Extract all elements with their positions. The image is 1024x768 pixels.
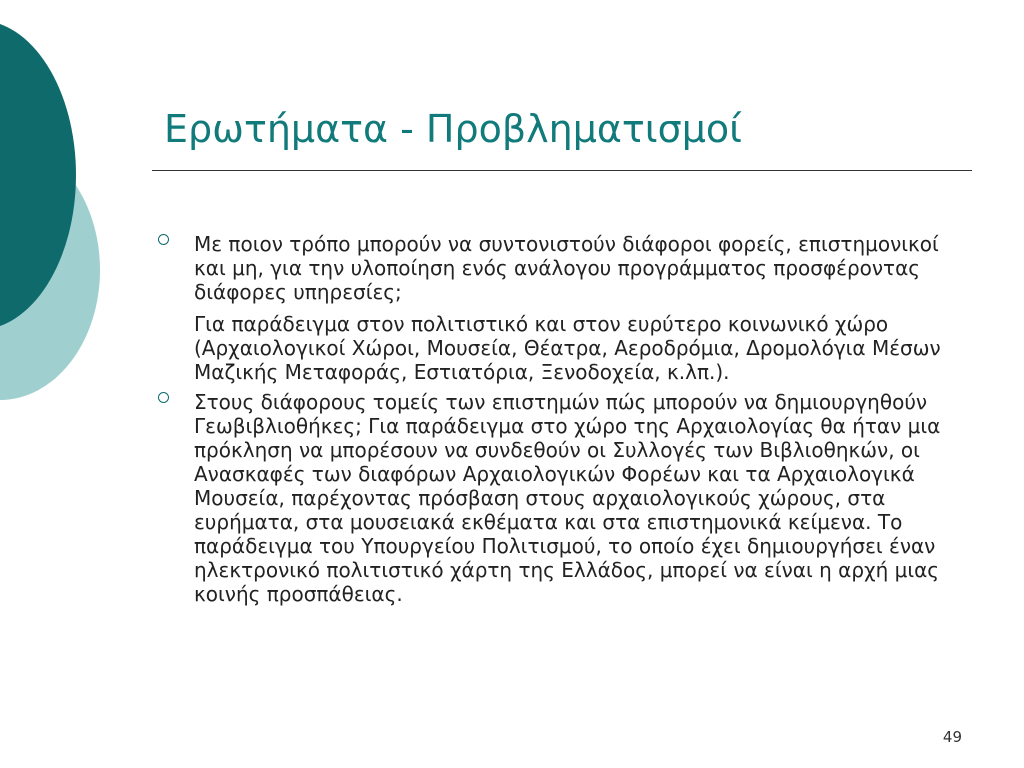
hollow-circle-bullet-icon	[158, 392, 169, 403]
slide-content	[156, 232, 966, 606]
hollow-circle-bullet-icon	[158, 234, 169, 245]
bullet-1-paragraph-2: Για παράδειγμα στον πολιτιστικό και στον ευρύτερο κοινωνικό χώρο (Αρχαιολογικοί Χώροι, Μουσεία, Θέατρα, Αεροδρόμια, Δρομολόγια Μέσων Μαζικής Μεταφοράς, Εστιατόρια, Ξενοδοχεία, κ.λπ.).	[194, 312, 941, 384]
slide-title: Ερωτήματα - Προβληματισμοί	[164, 107, 743, 151]
bullet-item-2	[156, 390, 966, 606]
bullet-item-1	[156, 232, 966, 384]
page-number: 49	[942, 728, 962, 746]
title-divider	[152, 170, 972, 171]
bullet-2-paragraph-1: Στους διάφορους τομείς των επιστημών πώς μπορούν να δημιουργηθούν Γεωβιβλιοθήκες; Για παράδειγμα στο χώρο της Αρχαιολογίας θα ήταν μια πρόκληση να μπορέσουν να συνδεθούν οι Συλλογές των Βιβλιοθηκών, οι Ανασκαφές των διαφόρων Αρχαιολογικών Φορέων και τα Αρχαιολογικά Μουσεία, παρέχοντας πρόσβαση στους αρχαιολογικούς χώρους, στα ευρήματα, στα μουσειακά εκθέματα και στα επιστημονικά κείμενα. Το παράδειγμα του Υπουργείου Πολιτισμού, το οποίο έχει δημιουργήσει έναν ηλεκτρονικό πολιτιστικό χάρτη της Ελλάδος, μπορεί να είναι η αρχή μιας κοινής προσπάθειας.	[194, 390, 941, 606]
bullet-1-paragraph-1: Με ποιον τρόπο μπορούν να συντονιστούν διάφοροι φορείς, επιστημονικοί και μη, για την υλοποίηση ενός ανάλογου προγράμματος προσφέροντας διάφορες υπηρεσίες;	[194, 232, 939, 304]
